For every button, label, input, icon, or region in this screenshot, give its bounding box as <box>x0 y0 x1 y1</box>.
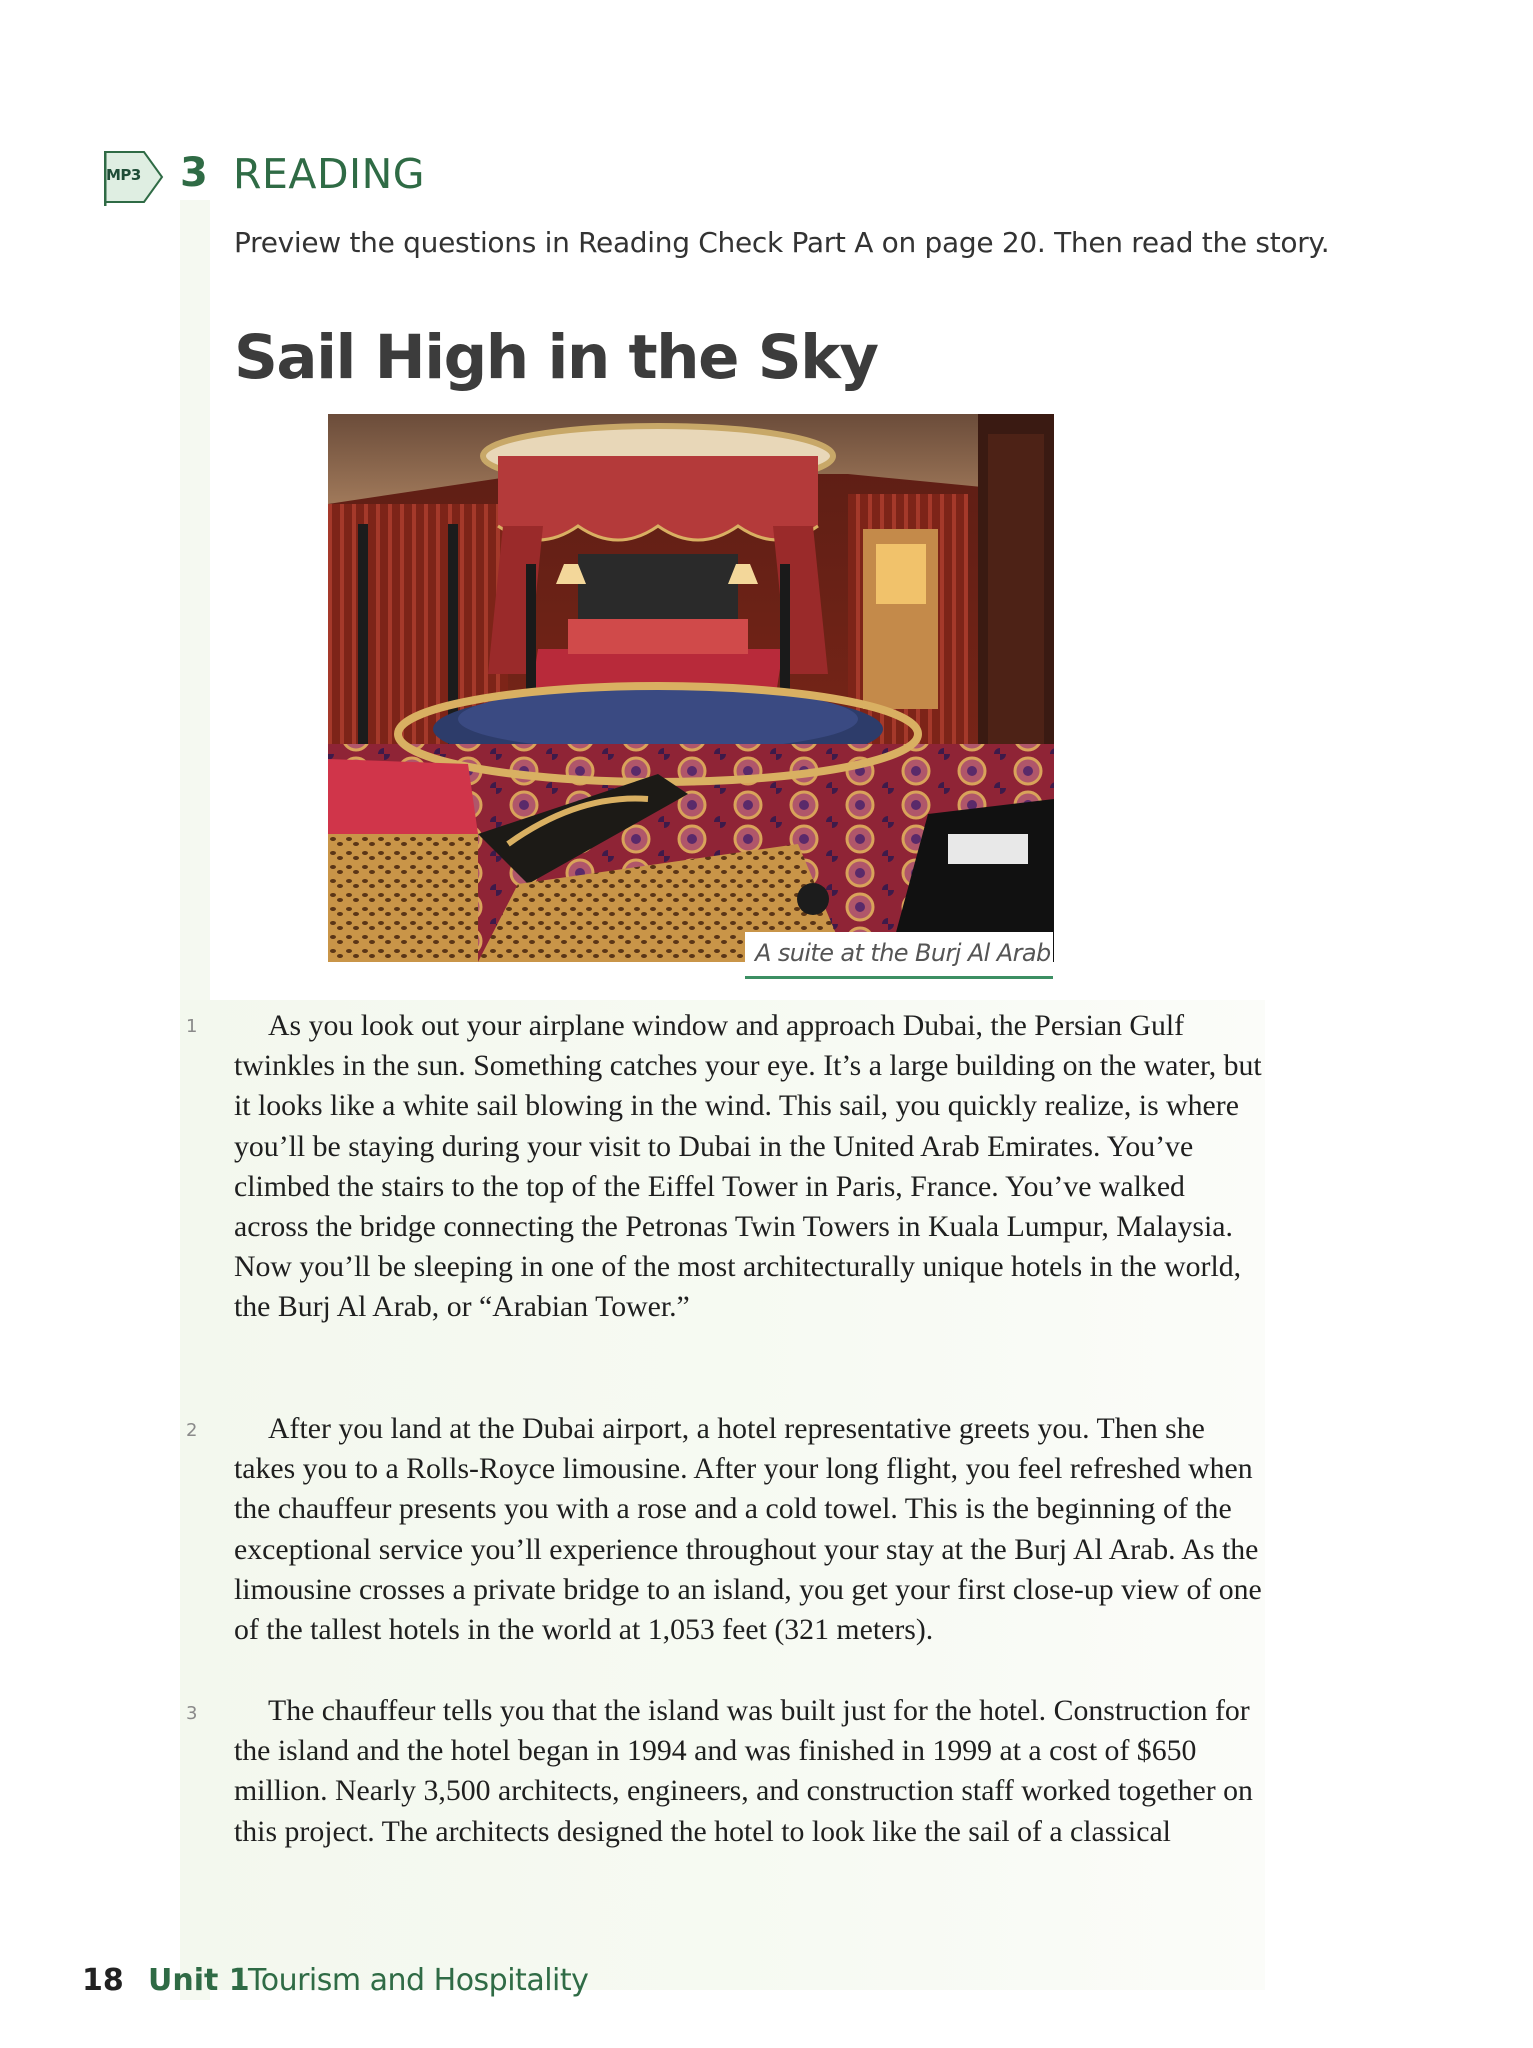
suite-photo <box>328 414 1054 962</box>
mp3-audio-icon[interactable] <box>104 148 164 206</box>
mp3-label: MP3 <box>106 166 141 184</box>
paragraph-number-2: 2 <box>186 1420 198 1441</box>
section-number: 3 <box>180 150 208 196</box>
suite-photo-illustration <box>328 414 1054 962</box>
paragraph-3 <box>234 1691 1264 1852</box>
section-title: READING <box>233 150 426 198</box>
paragraph-1-text: As you look out your airplane window and approach Dubai, the Persian Gulf twinkles in the sun. Something catches your eye. It’s a large building on the water, but it looks like a white sail blowing in the wind. This sail, you quickly realize, is where you’ll be staying during your visit to Dubai in the United Arab Emirates. You’ve climbed the stairs to the top of the Eiffel Tower in Paris, France. You’ve walked across the bridge connecting the Petronas Twin Towers in Kuala Lumpur, Malaysia. Now you’ll be sleeping in one of the most architecturally unique hotels in the world, the Burj Al Arab, or “Arabian Tower.” <box>234 1009 1262 1324</box>
paragraph-1 <box>234 1006 1264 1328</box>
paragraph-2-text: After you land at the Dubai airport, a hotel representative greets you. Then she takes you to a Rolls-Royce limousine. After your long flight, you feel refreshed when the chauffeur presents you with a rose and a cold towel. This is the beginning of the exceptional service you’ll experience throughout your stay at the Burj Al Arab. As the limousine crosses a private bridge to an island, you get your first close-up view of one of the tallest hotels in the world at 1,053 feet (321 meters). <box>234 1412 1262 1647</box>
photo-caption-box <box>745 932 1053 979</box>
unit-topic: Tourism and Hospitality <box>248 1963 589 1998</box>
story-title: Sail High in the Sky <box>234 322 878 393</box>
paragraph-number-3: 3 <box>186 1703 198 1724</box>
paragraph-3-text: The chauffeur tells you that the island was built just for the hotel. Construction for the island and the hotel began in 1994 and was finished in 1999 at a cost of $650 million. Nearly 3,500 architects, engineers, and construction staff worked together on this project. The architects designed the hotel to look like the sail of a classical <box>234 1694 1253 1848</box>
paragraph-number-1: 1 <box>186 1016 198 1037</box>
paragraph-2 <box>234 1409 1264 1650</box>
reading-instruction: Preview the questions in Reading Check Part A on page 20. Then read the story. <box>234 226 1330 259</box>
photo-caption: A suite at the Burj Al Arab <box>755 939 1051 967</box>
unit-label: Unit 1 <box>148 1963 250 1998</box>
page-number: 18 <box>82 1963 124 1998</box>
